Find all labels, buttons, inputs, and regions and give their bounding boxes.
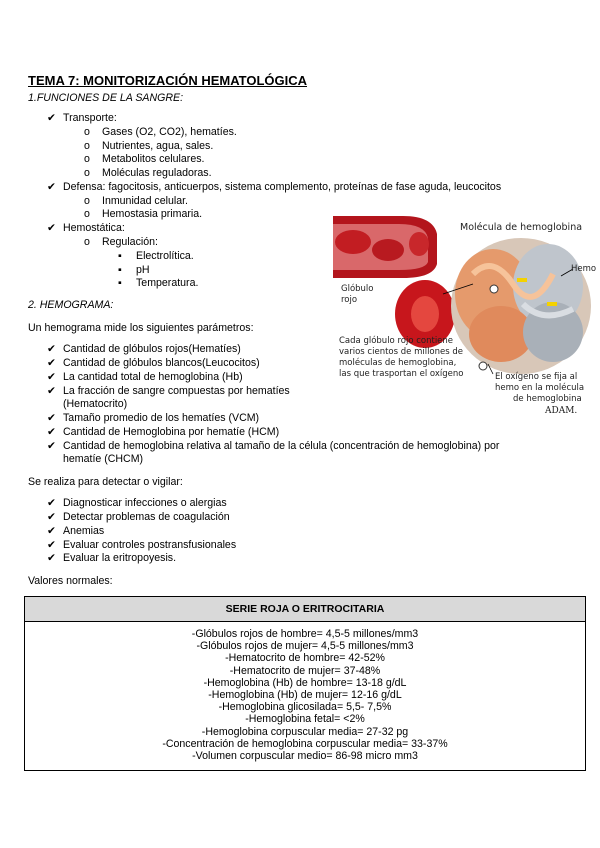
sub-sub-list-item: ▪ pH [118, 264, 150, 276]
table-row: -Hemoglobina corpuscular media= 27-32 pg [201, 725, 409, 738]
caption-line: las que trasportan el oxígeno [339, 369, 464, 379]
list-item: ✔ Cantidad de Hemoglobina por hematíe (HCM) [47, 426, 280, 438]
circle-bullet-icon: o [84, 195, 90, 207]
check-icon: ✔ [47, 511, 56, 523]
list-item: ✔ La fracción de sangre compuestas por hematíes [47, 385, 290, 397]
list-item: ✔ La cantidad total de hemoglobina (Hb) [47, 371, 243, 383]
table-row: -Glóbulos rojos de hombre= 4,5-5 millones/mm3 [191, 628, 419, 640]
list-item: ✔ Defensa: fagocitosis, anticuerpos, sistema complemento, proteínas de fase aguda, leucocitos [47, 181, 502, 193]
globulo-label: Glóbulo [341, 284, 374, 294]
normal-values-intro: Valores normales: [28, 575, 113, 587]
detect-intro: Se realiza para detectar o vigilar: [28, 476, 183, 488]
check-icon: ✔ [47, 525, 56, 537]
circle-bullet-icon: o [84, 208, 90, 220]
list-item: ✔ Cantidad de glóbulos blancos(Leucocitos) [47, 357, 260, 369]
table-row: -Concentración de hemoglobina corpuscular media= 33-37% [162, 737, 448, 750]
oxygen-line: El oxígeno se fija al [495, 372, 578, 382]
sub-list-item: o Inmunidad celular. [84, 195, 188, 207]
table-row: -Hemoglobina glicosilada= 5,5- 7,5% [218, 701, 392, 714]
square-bullet-icon: ▪ [118, 250, 122, 262]
sub-list-item: o Hemostasia primaria. [84, 208, 203, 220]
caption-line: Cada glóbulo rojo contiene [339, 336, 454, 346]
table-row: -Glóbulos rojos de mujer= 4,5-5 millones/mm3 [196, 640, 414, 653]
list-item-continuation: hematíe (CHCM) [63, 453, 144, 465]
circle-bullet-icon: o [84, 167, 90, 179]
oxygen-line: hemo en la molécula [495, 383, 585, 393]
check-icon: ✔ [47, 112, 56, 124]
list-item-continuation: (Hematocrito) [63, 398, 128, 410]
table-body [25, 622, 585, 762]
sub-list-item: o Regulación: [84, 236, 158, 248]
check-icon: ✔ [47, 343, 56, 355]
list-item: ✔ Evaluar controles postransfusionales [47, 539, 237, 551]
page-title: TEMA 7: MONITORIZACIÓN HEMATOLÓGICA [28, 73, 308, 88]
circle-bullet-icon: o [84, 126, 90, 138]
check-icon: ✔ [47, 357, 56, 369]
list-item: ✔ Evaluar la eritropoyesis. [47, 552, 177, 564]
table-row: -Hemoglobina (Hb) de hombre= 13-18 g/dL [203, 676, 407, 689]
sub-list-item: o Nutrientes, agua, sales. [84, 140, 214, 152]
check-icon: ✔ [47, 497, 56, 509]
check-icon: ✔ [47, 222, 56, 234]
check-icon: ✔ [47, 412, 56, 424]
list-item: ✔ Detectar problemas de coagulación [47, 511, 230, 523]
check-icon: ✔ [47, 385, 56, 397]
adam-logo: ADAM. [545, 406, 578, 416]
check-icon: ✔ [47, 371, 56, 383]
table-row: -Hemoglobina (Hb) de mujer= 12-16 g/dL [208, 689, 402, 702]
hemograma-intro: Un hemograma mide los siguientes parámetros: [28, 322, 254, 334]
list-item: ✔ Tamaño promedio de los hematíes (VCM) [47, 412, 260, 424]
list-item: ✔ Anemias [47, 525, 105, 537]
oxygen-line: de hemoglobina [513, 394, 582, 404]
table-row: -Hemoglobina fetal= <2% [245, 713, 365, 726]
sub-sub-list-item: ▪ Electrolítica. [118, 250, 194, 262]
square-bullet-icon: ▪ [118, 277, 122, 289]
caption-line: varios cientos de millones de [339, 347, 464, 357]
circle-bullet-icon: o [84, 140, 90, 152]
list-item: ✔ Diagnosticar infecciones o alergias [47, 497, 227, 509]
sub-list-item: o Metabolitos celulares. [84, 153, 205, 165]
list-item: ✔ Cantidad de glóbulos rojos(Hematíes) [47, 343, 241, 355]
circle-bullet-icon: o [84, 153, 90, 165]
table-row: -Hematocrito de mujer= 37-48% [229, 664, 381, 677]
sub-list-item: o Moléculas reguladoras. [84, 167, 212, 179]
check-icon: ✔ [47, 181, 56, 193]
molecule-title: Molécula de hemoglobina [460, 222, 583, 233]
section-heading-funciones: 1.FUNCIONES DE LA SANGRE: [28, 92, 184, 104]
list-item: ✔ Cantidad de hemoglobina relativa al tamaño de la célula (concentración de hemoglobina) por [47, 440, 500, 452]
check-icon: ✔ [47, 552, 56, 564]
circle-bullet-icon: o [84, 236, 90, 248]
sub-sub-list-item: ▪ Temperatura. [118, 277, 199, 289]
check-icon: ✔ [47, 426, 56, 438]
table-row: -Hematocrito de hombre= 42-52% [225, 652, 385, 665]
table-row: -Volumen corpuscular medio= 86-98 micro mm3 [192, 750, 418, 763]
rojo-label: rojo [341, 295, 358, 305]
square-bullet-icon: ▪ [118, 264, 122, 276]
caption-line: moléculas de hemoglobina, [339, 358, 457, 368]
sub-list-item: o Gases (O2, CO2), hematíes. [84, 126, 237, 138]
list-item: ✔ Transporte: [47, 112, 117, 124]
table-header: SERIE ROJA O ERITROCITARIA [25, 597, 585, 622]
normal-values-table [24, 596, 586, 771]
check-icon: ✔ [47, 440, 56, 452]
check-icon: ✔ [47, 539, 56, 551]
hemo-label: Hemo [571, 264, 597, 274]
section-heading-hemograma: 2. HEMOGRAMA: [28, 299, 114, 311]
hemoglobin-figure [333, 214, 599, 420]
list-item: ✔ Hemostática: [47, 222, 125, 234]
